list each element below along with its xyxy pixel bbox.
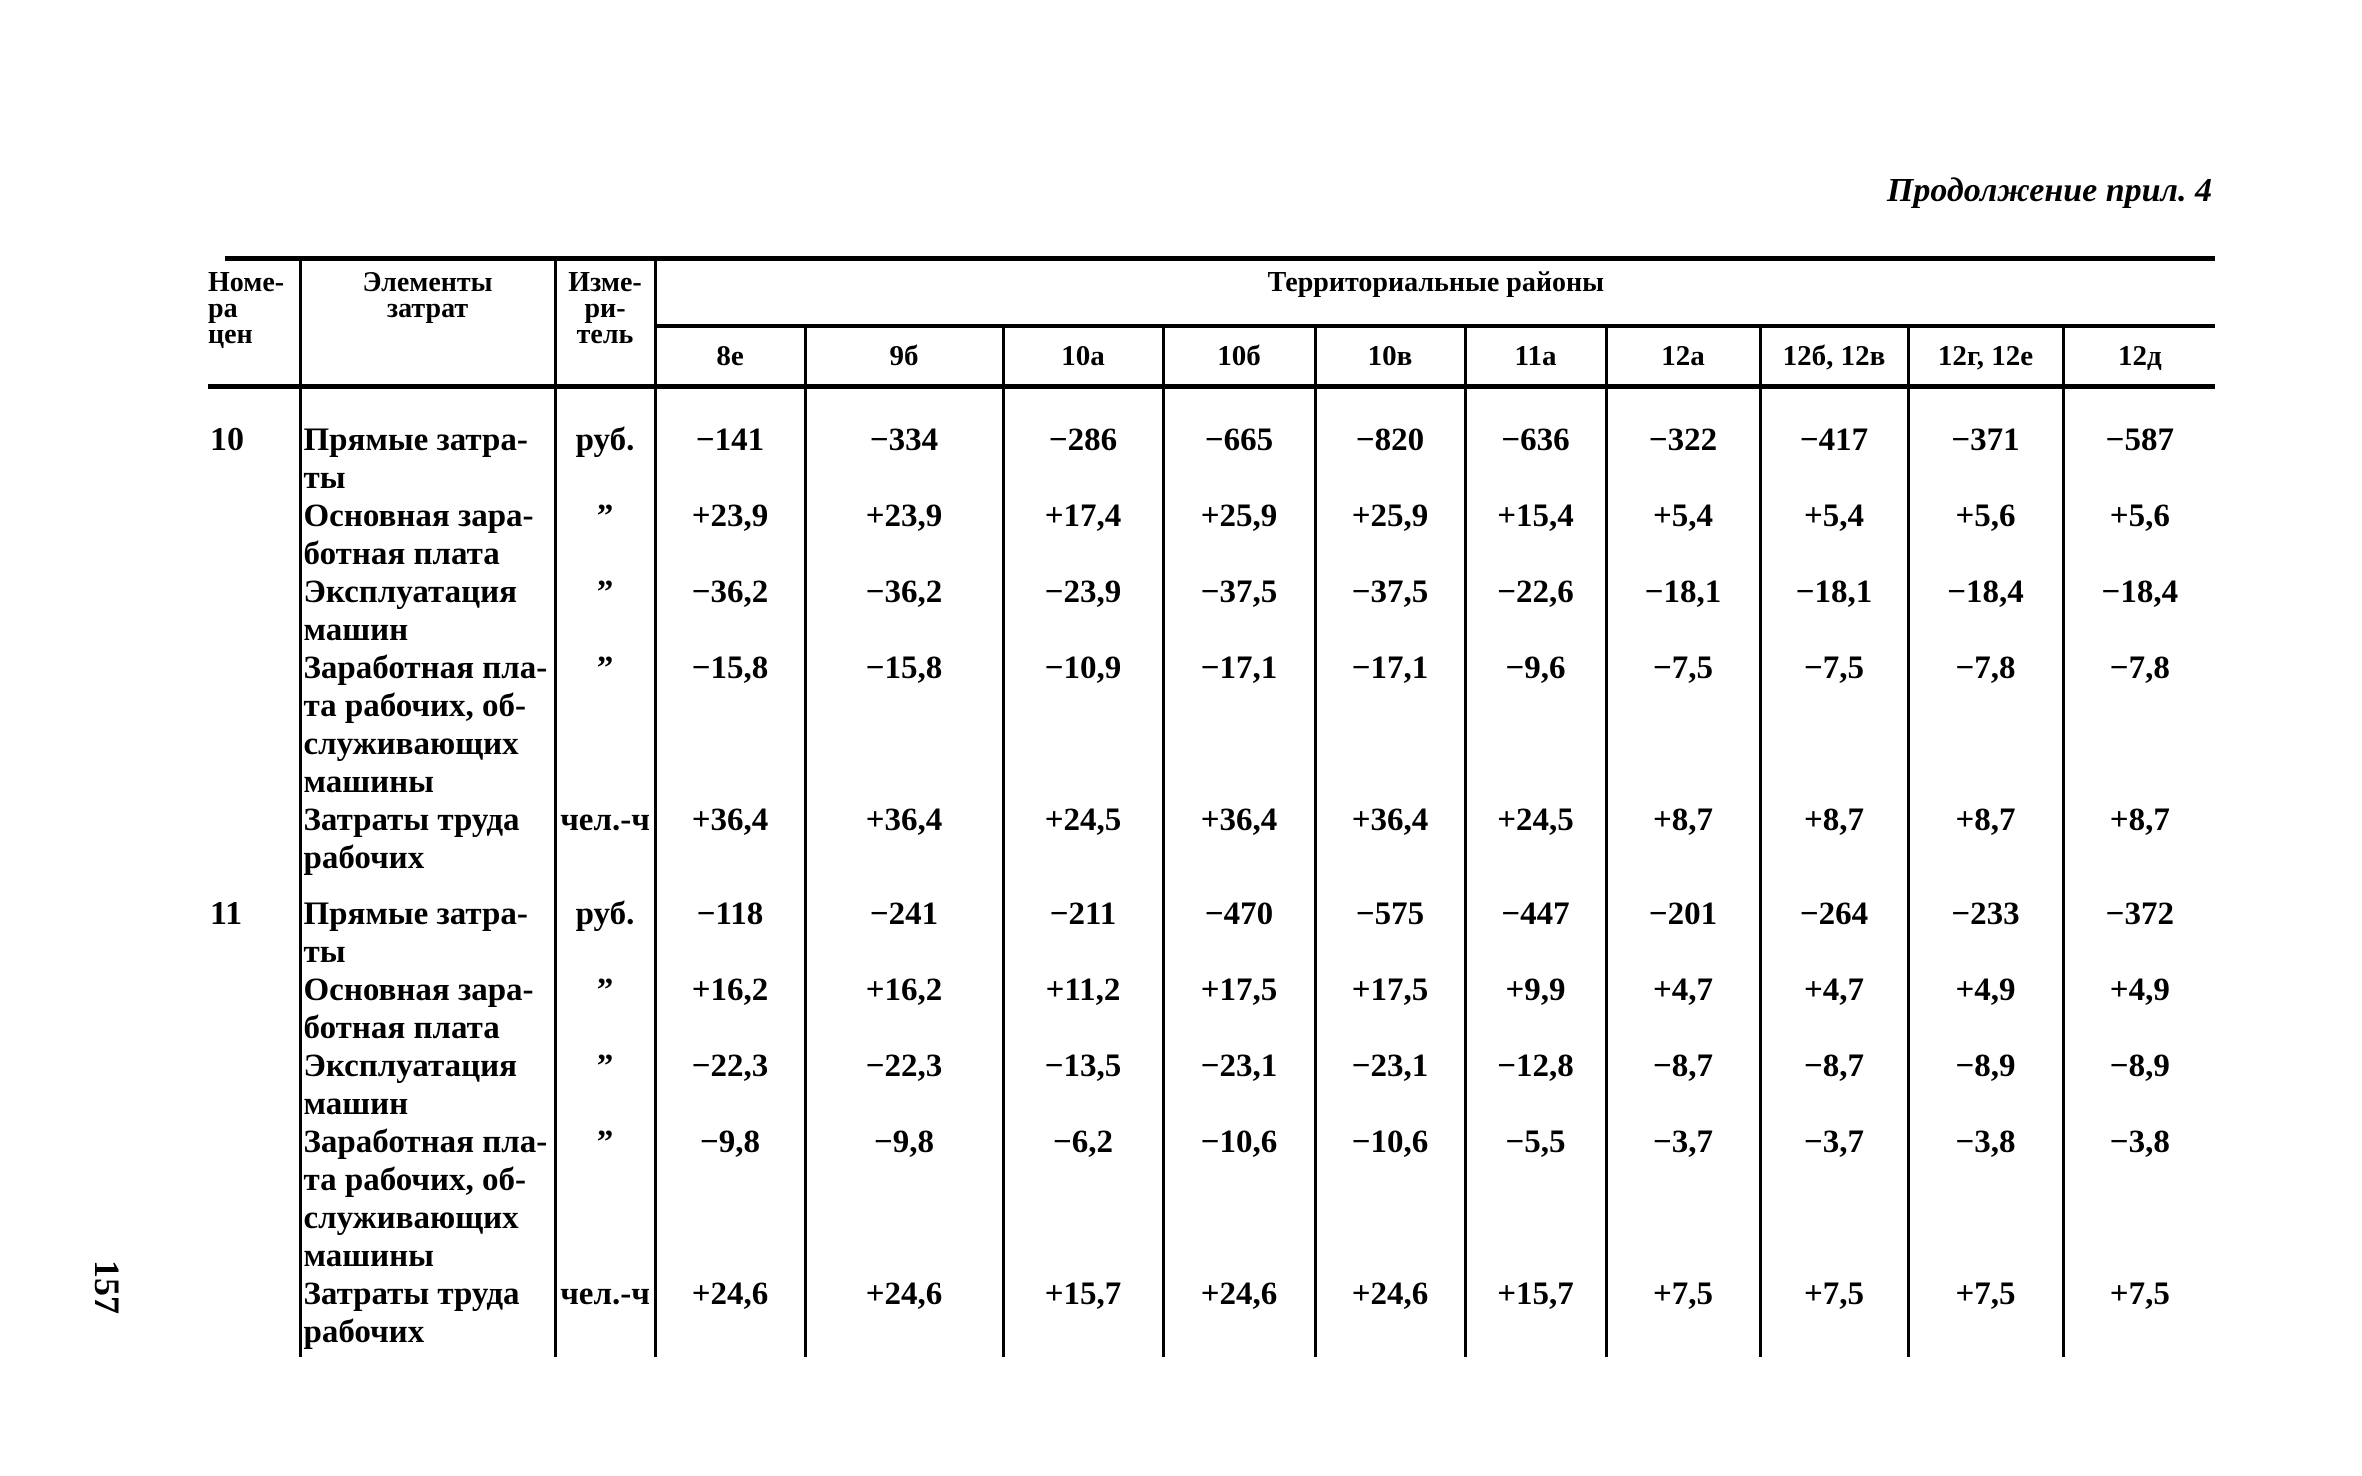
unit-cell: ” <box>555 971 655 1047</box>
value-cell: +36,4 <box>1315 801 1465 877</box>
rate-number-cell <box>208 1123 300 1275</box>
value-cell: −8,7 <box>1760 1047 1908 1123</box>
value-cell: +24,6 <box>1315 1275 1465 1357</box>
unit-cell: ” <box>555 497 655 573</box>
table-row <box>208 801 2215 877</box>
cost-element-cell: Заработная пла- та рабочих, об- служивающих машины <box>300 649 555 801</box>
value-cell: +23,9 <box>655 497 805 573</box>
header-region-7: 12б, 12в <box>1760 326 1908 387</box>
value-cell: −322 <box>1606 387 1760 498</box>
value-cell: +17,5 <box>1315 971 1465 1047</box>
value-cell: −7,5 <box>1606 649 1760 801</box>
rate-number-cell <box>208 497 300 573</box>
value-cell: −201 <box>1606 877 1760 971</box>
value-cell: +24,6 <box>655 1275 805 1357</box>
table-row <box>208 649 2215 801</box>
cost-element-cell: Основная зара- ботная плата <box>300 497 555 573</box>
value-cell: −334 <box>805 387 1003 498</box>
header-region-2: 10а <box>1003 326 1163 387</box>
value-cell: −211 <box>1003 877 1163 971</box>
value-cell: −22,3 <box>655 1047 805 1123</box>
cost-table <box>208 260 2215 1357</box>
value-cell: −3,8 <box>2063 1123 2215 1275</box>
value-cell: +8,7 <box>1760 801 1908 877</box>
value-cell: −7,8 <box>2063 649 2215 801</box>
unit-cell: руб. <box>555 387 655 498</box>
value-cell: −18,1 <box>1760 573 1908 649</box>
value-cell: −22,3 <box>805 1047 1003 1123</box>
unit-cell: ” <box>555 573 655 649</box>
header-region-4: 10в <box>1315 326 1465 387</box>
value-cell: −23,1 <box>1315 1047 1465 1123</box>
value-cell: +17,5 <box>1163 971 1315 1047</box>
value-cell: +24,5 <box>1465 801 1606 877</box>
value-cell: +24,5 <box>1003 801 1163 877</box>
value-cell: +8,7 <box>1908 801 2063 877</box>
value-cell: −3,8 <box>1908 1123 2063 1275</box>
value-cell: −36,2 <box>805 573 1003 649</box>
header-unit: Изме- ри- тель <box>555 260 655 387</box>
header-region-9: 12д <box>2063 326 2215 387</box>
value-cell: +15,7 <box>1465 1275 1606 1357</box>
value-cell: −10,9 <box>1003 649 1163 801</box>
rate-number-cell <box>208 801 300 877</box>
value-cell: +9,9 <box>1465 971 1606 1047</box>
value-cell: −8,7 <box>1606 1047 1760 1123</box>
value-cell: −23,1 <box>1163 1047 1315 1123</box>
header-region-1: 9б <box>805 326 1003 387</box>
value-cell: −6,2 <box>1003 1123 1163 1275</box>
value-cell: +24,6 <box>805 1275 1003 1357</box>
value-cell: −264 <box>1760 877 1908 971</box>
cost-element-cell: Заработная пла- та рабочих, об- служивающих машины <box>300 1123 555 1275</box>
unit-cell: ” <box>555 649 655 801</box>
rate-number-cell <box>208 573 300 649</box>
value-cell: +11,2 <box>1003 971 1163 1047</box>
header-region-8: 12г, 12е <box>1908 326 2063 387</box>
table-row <box>208 497 2215 573</box>
continuation-caption: Продолжение прил. 4 <box>1886 172 2212 209</box>
value-cell: −8,9 <box>2063 1047 2215 1123</box>
cost-element-cell: Эксплуатация машин <box>300 1047 555 1123</box>
value-cell: −10,6 <box>1163 1123 1315 1275</box>
value-cell: +36,4 <box>805 801 1003 877</box>
value-cell: −233 <box>1908 877 2063 971</box>
value-cell: −118 <box>655 877 805 971</box>
value-cell: −23,9 <box>1003 573 1163 649</box>
table-row <box>208 1047 2215 1123</box>
value-cell: −575 <box>1315 877 1465 971</box>
value-cell: +16,2 <box>655 971 805 1047</box>
value-cell: +8,7 <box>2063 801 2215 877</box>
value-cell: −141 <box>655 387 805 498</box>
unit-cell: руб. <box>555 877 655 971</box>
value-cell: +4,9 <box>1908 971 2063 1047</box>
rate-number-cell: 11 <box>210 895 243 932</box>
rate-number-cell: 10 <box>210 421 244 458</box>
value-cell: −37,5 <box>1163 573 1315 649</box>
value-cell: +5,4 <box>1760 497 1908 573</box>
value-cell: −665 <box>1163 387 1315 498</box>
value-cell: +4,9 <box>2063 971 2215 1047</box>
table-row <box>208 573 2215 649</box>
value-cell: −12,8 <box>1465 1047 1606 1123</box>
value-cell: −13,5 <box>1003 1047 1163 1123</box>
value-cell: +36,4 <box>1163 801 1315 877</box>
header-rate-number: Номе- ра цен <box>208 260 300 387</box>
value-cell: −286 <box>1003 387 1163 498</box>
value-cell: −5,5 <box>1465 1123 1606 1275</box>
table-header <box>208 260 2215 387</box>
value-cell: −18,1 <box>1606 573 1760 649</box>
value-cell: −8,9 <box>1908 1047 2063 1123</box>
rate-number-cell <box>208 1275 300 1357</box>
value-cell: +15,4 <box>1465 497 1606 573</box>
header-region-0: 8е <box>655 326 805 387</box>
value-cell: −37,5 <box>1315 573 1465 649</box>
value-cell: −820 <box>1315 387 1465 498</box>
value-cell: −36,2 <box>655 573 805 649</box>
unit-cell: ” <box>555 1047 655 1123</box>
cost-element-cell: Затраты труда рабочих <box>300 1275 555 1357</box>
value-cell: −18,4 <box>1908 573 2063 649</box>
value-cell: +36,4 <box>655 801 805 877</box>
cost-element-cell: Прямые затра- ты <box>300 387 555 498</box>
value-cell: −587 <box>2063 387 2215 498</box>
value-cell: −17,1 <box>1315 649 1465 801</box>
value-cell: −9,8 <box>805 1123 1003 1275</box>
rate-number-cell <box>208 649 300 801</box>
value-cell: +25,9 <box>1163 497 1315 573</box>
table-row <box>208 971 2215 1047</box>
value-cell: +24,6 <box>1163 1275 1315 1357</box>
value-cell: −7,5 <box>1760 649 1908 801</box>
value-cell: −9,8 <box>655 1123 805 1275</box>
header-region-5: 11а <box>1465 326 1606 387</box>
value-cell: +5,4 <box>1606 497 1760 573</box>
value-cell: −3,7 <box>1606 1123 1760 1275</box>
value-cell: +8,7 <box>1606 801 1760 877</box>
value-cell: −636 <box>1465 387 1606 498</box>
value-cell: −22,6 <box>1465 573 1606 649</box>
value-cell: +16,2 <box>805 971 1003 1047</box>
table-row <box>208 1123 2215 1275</box>
page-number: 157 <box>87 1260 127 1314</box>
value-cell: −470 <box>1163 877 1315 971</box>
header-regions-group: Территориальные районы <box>655 260 2215 326</box>
header-region-6: 12а <box>1606 326 1760 387</box>
value-cell: −417 <box>1760 387 1908 498</box>
value-cell: −7,8 <box>1908 649 2063 801</box>
value-cell: −241 <box>805 877 1003 971</box>
unit-cell: ” <box>555 1123 655 1275</box>
cost-element-cell: Прямые затра- ты <box>300 877 555 971</box>
table-row <box>208 387 2215 498</box>
cost-element-cell: Основная зара- ботная плата <box>300 971 555 1047</box>
value-cell: −3,7 <box>1760 1123 1908 1275</box>
unit-cell: чел.-ч <box>555 801 655 877</box>
rate-number-cell <box>208 1047 300 1123</box>
value-cell: +5,6 <box>2063 497 2215 573</box>
header-region-3: 10б <box>1163 326 1315 387</box>
value-cell: +7,5 <box>1908 1275 2063 1357</box>
value-cell: −15,8 <box>655 649 805 801</box>
value-cell: +7,5 <box>2063 1275 2215 1357</box>
value-cell: +4,7 <box>1606 971 1760 1047</box>
value-cell: −372 <box>2063 877 2215 971</box>
table-row <box>208 1275 2215 1357</box>
value-cell: −10,6 <box>1315 1123 1465 1275</box>
rate-number-cell <box>208 971 300 1047</box>
value-cell: −18,4 <box>2063 573 2215 649</box>
value-cell: +23,9 <box>805 497 1003 573</box>
value-cell: +5,6 <box>1908 497 2063 573</box>
table-row <box>208 877 2215 971</box>
value-cell: +7,5 <box>1606 1275 1760 1357</box>
value-cell: −9,6 <box>1465 649 1606 801</box>
value-cell: −447 <box>1465 877 1606 971</box>
unit-cell: чел.-ч <box>555 1275 655 1357</box>
value-cell: −17,1 <box>1163 649 1315 801</box>
value-cell: +4,7 <box>1760 971 1908 1047</box>
value-cell: +7,5 <box>1760 1275 1908 1357</box>
value-cell: +15,7 <box>1003 1275 1163 1357</box>
value-cell: −371 <box>1908 387 2063 498</box>
header-cost-elements: Элементы затрат <box>300 260 555 387</box>
table-body <box>208 387 2215 1358</box>
value-cell: +25,9 <box>1315 497 1465 573</box>
value-cell: +17,4 <box>1003 497 1163 573</box>
value-cell: −15,8 <box>805 649 1003 801</box>
cost-element-cell: Затраты труда рабочих <box>300 801 555 877</box>
cost-element-cell: Эксплуатация машин <box>300 573 555 649</box>
